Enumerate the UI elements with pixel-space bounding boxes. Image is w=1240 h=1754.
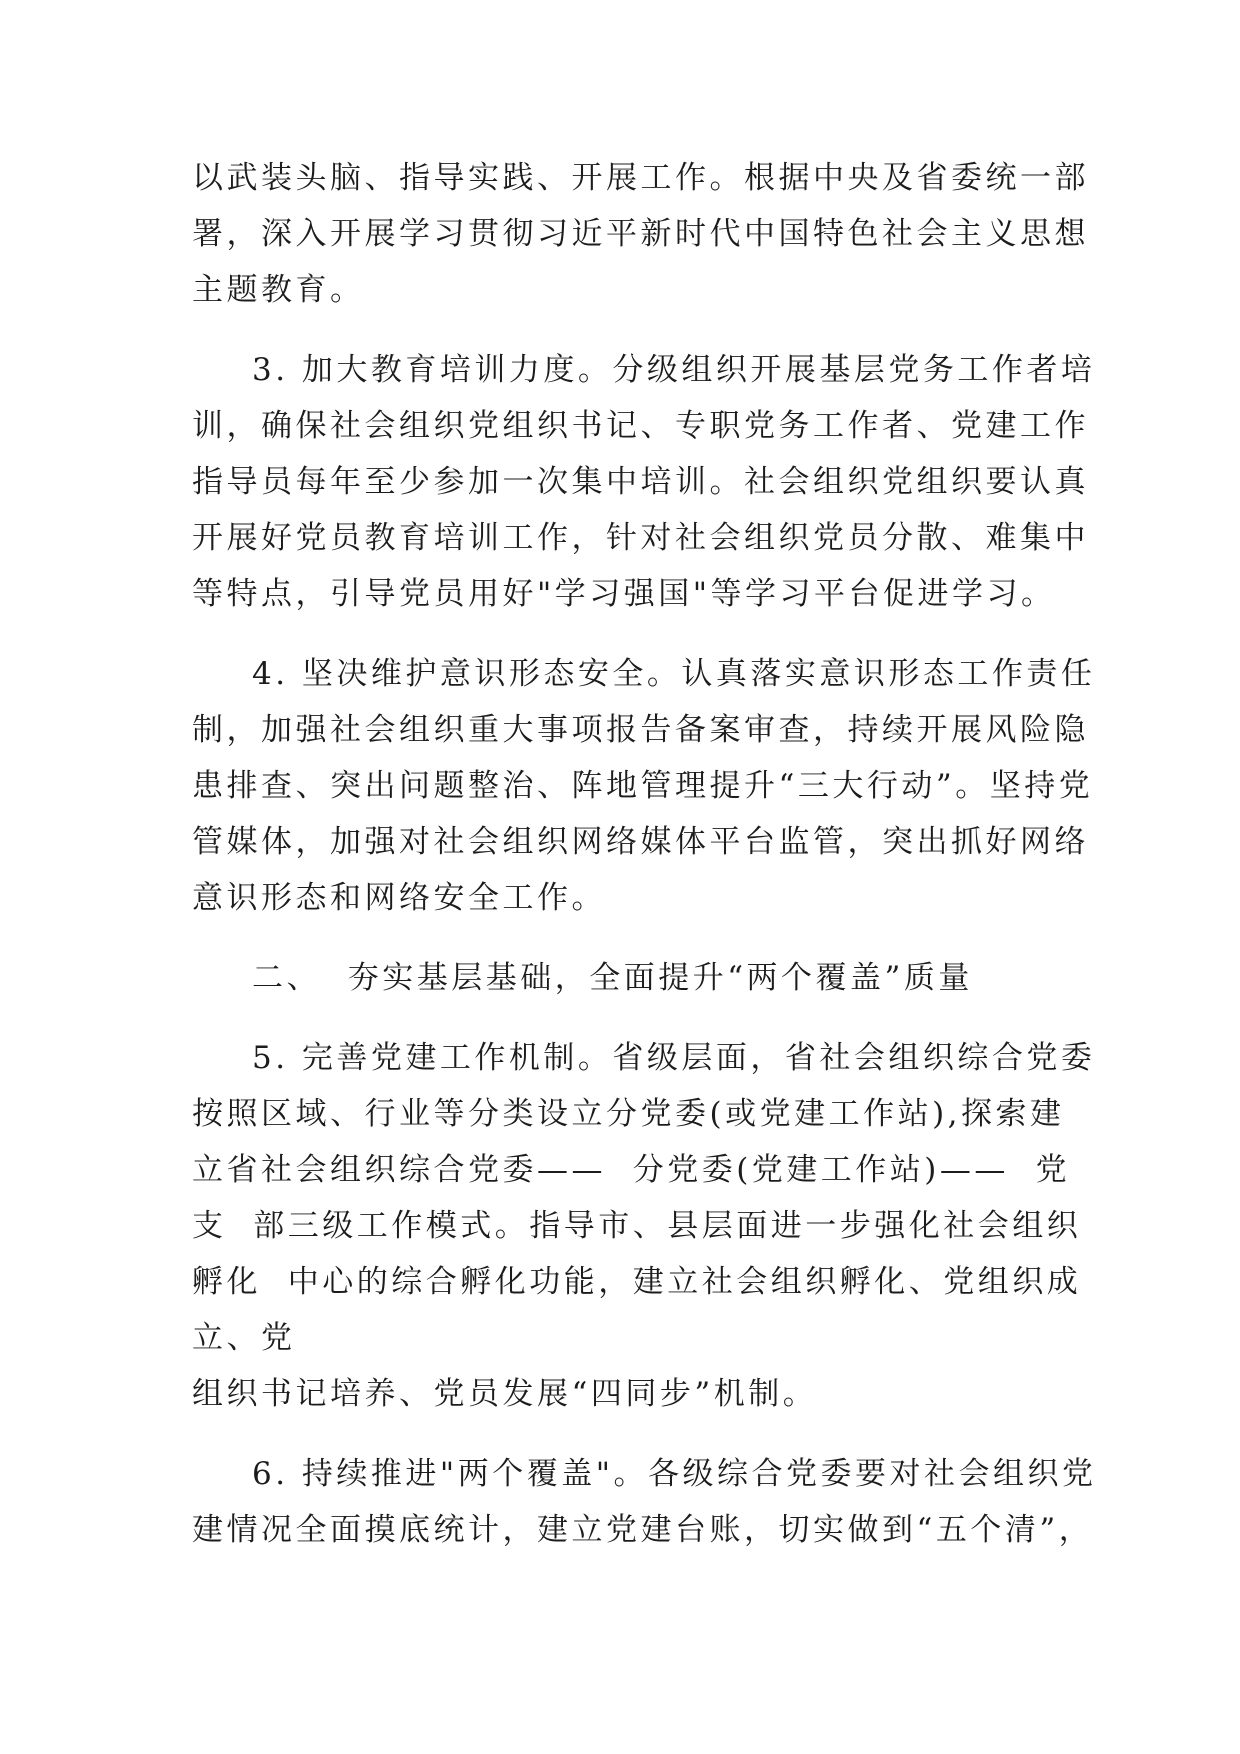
text-line: 管媒体，加强对社会组织网络媒体平台监管，突出抓好网络 — [192, 824, 1089, 860]
text-line: 等特点，引导党员用好"学习强国"等学习平台促进学习。 — [192, 576, 1056, 612]
paragraph-item-3 — [192, 342, 1096, 622]
text-line: 制，加强社会组织重大事项报告备案审查，持续开展风险隐 — [192, 712, 1089, 748]
text-line: 支 部三级工作模式。指导市、县层面进一步强化社会组织 — [192, 1208, 1082, 1244]
section-heading — [192, 950, 1062, 1006]
text-line: 建情况全面摸底统计，建立党建台账，切实做到“五个清”， — [192, 1512, 1094, 1548]
text-line: 6. 持续推进"两个覆盖"。各级综合党委要对社会组织党 — [252, 1456, 1097, 1492]
text-line: 4. 坚决维护意识形态安全。认真落实意识形态工作责任 — [252, 656, 1096, 692]
paragraph-intro-continuation — [192, 150, 1089, 318]
section-heading-text: 二、 夯实基层基础，全面提升“两个覆盖”质量 — [252, 960, 973, 996]
text-line: 主题教育。 — [192, 272, 365, 308]
text-line: 指导员每年至少参加一次集中培训。社会组织党组织要认真 — [192, 464, 1089, 500]
text-line: 署，深入开展学习贯彻习近平新时代中国特色社会主义思想 — [192, 216, 1089, 252]
text-line: 开展好党员教育培训工作，针对社会组织党员分散、难集中 — [192, 520, 1089, 556]
text-line: 训，确保社会组织党组织书记、专职党务工作者、党建工作 — [192, 408, 1089, 444]
text-line: 5. 完善党建工作机制。省级层面，省社会组织综合党委 — [252, 1040, 1096, 1076]
text-line: 按照区域、行业等分类设立分党委(或党建工作站),探索建 — [192, 1096, 1065, 1132]
text-line: 以武装头脑、指导实践、开展工作。根据中央及省委统一部 — [192, 160, 1089, 196]
text-line: 患排查、突出问题整治、阵地管理提升“三大行动”。坚持党 — [192, 768, 1094, 804]
paragraph-item-4 — [192, 646, 1096, 926]
text-line: 组织书记培养、党员发展“四同步”机制。 — [192, 1376, 818, 1412]
paragraph-item-6 — [192, 1446, 1097, 1558]
text-line: 意识形态和网络安全工作。 — [192, 880, 606, 916]
text-line: 3. 加大教育培训力度。分级组织开展基层党务工作者培 — [252, 352, 1096, 388]
text-line: 立省社会组织综合党委—— 分党委(党建工作站)—— 党 — [192, 1152, 1071, 1188]
paragraph-item-5 — [192, 1030, 1096, 1422]
text-line: 立、党 — [192, 1320, 296, 1356]
text-line: 孵化 中心的综合孵化功能，建立社会组织孵化、党组织成 — [192, 1264, 1082, 1300]
document-body — [192, 150, 1097, 1558]
